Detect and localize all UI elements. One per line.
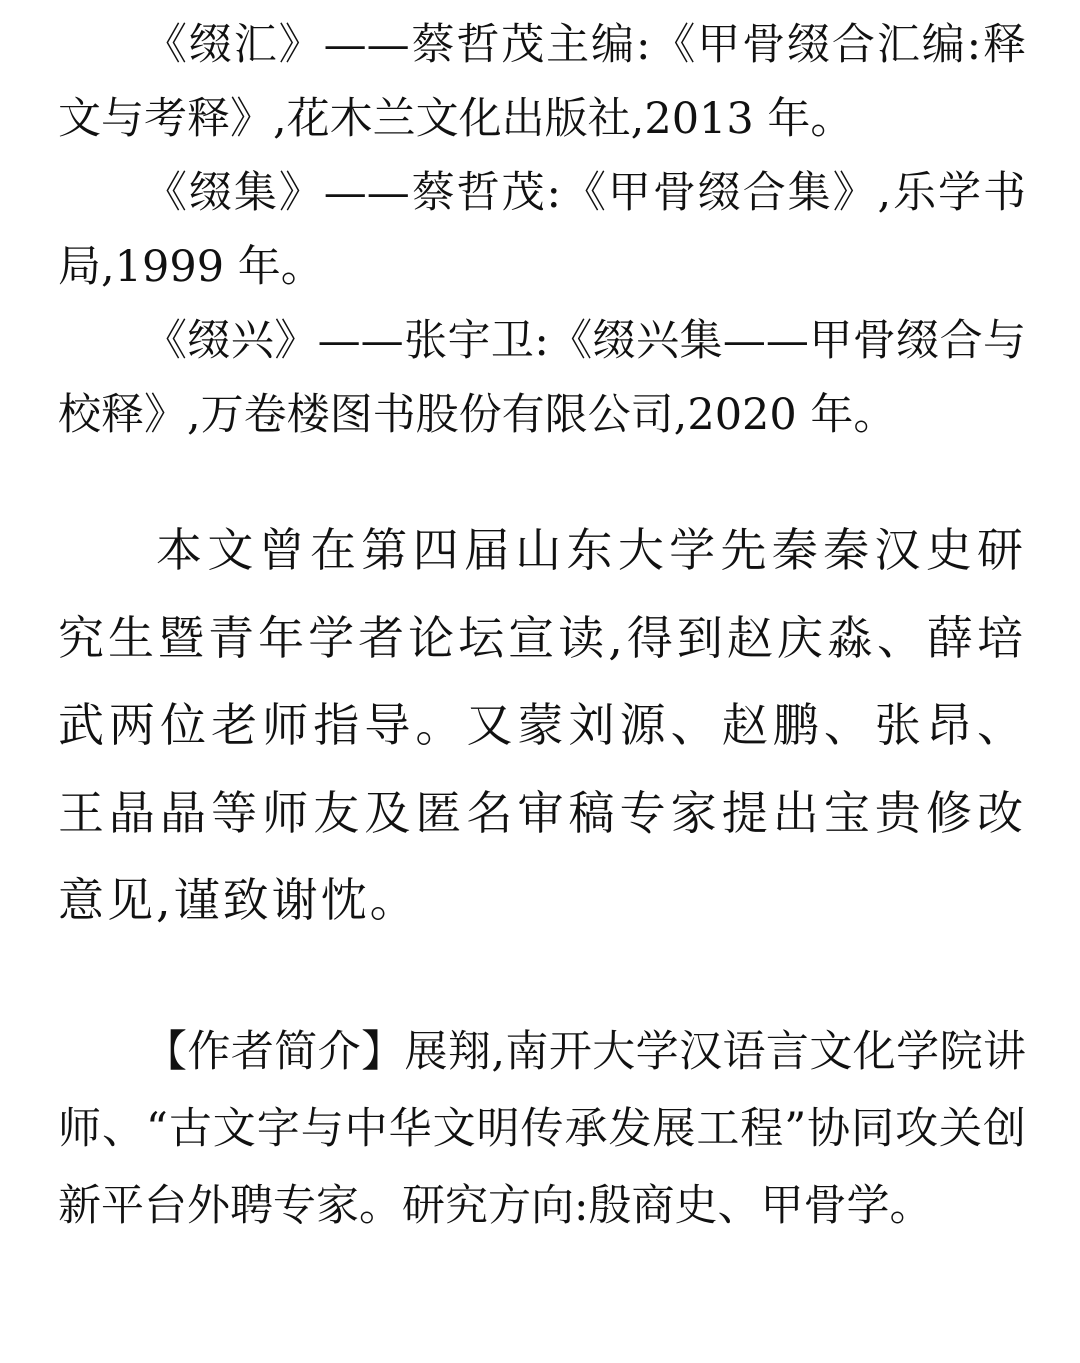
author-bio-paragraph: 【作者简介】展翔,南开大学汉语言文化学院讲师、“古文字与中华文明传承发展工程”协同攻关创新平台外聘专家。研究方向:殷商史、甲骨学。 — [58, 1027, 1026, 1231]
acknowledgement-paragraph: 本文曾在第四届山东大学先秦秦汉史研究生暨青年学者论坛宣读,得到赵庆淼、薛培武两位老师指导。又蒙刘源、赵鹏、张昂、王晶晶等师友及匿名审稿专家提出宝贵修改意见,谨致谢忱。 — [58, 523, 1026, 927]
reference-entry-zhuiji: 《缀集》——蔡哲茂:《甲骨缀合集》,乐学书局,1999 年。 — [58, 168, 1026, 292]
reference-entry-zhuihui: 《缀汇》——蔡哲茂主编:《甲骨缀合汇编:释文与考释》,花木兰文化出版社,2013 年。 — [58, 20, 1026, 144]
reference-entry-zhuixing: 《缀兴》——张宇卫:《缀兴集——甲骨缀合与校释》,万卷楼图书股份有限公司,2020 年。 — [58, 316, 1026, 440]
reference-list — [58, 8, 1026, 452]
author-bio-section — [58, 1014, 1026, 1245]
acknowledgement-section — [58, 507, 1026, 945]
